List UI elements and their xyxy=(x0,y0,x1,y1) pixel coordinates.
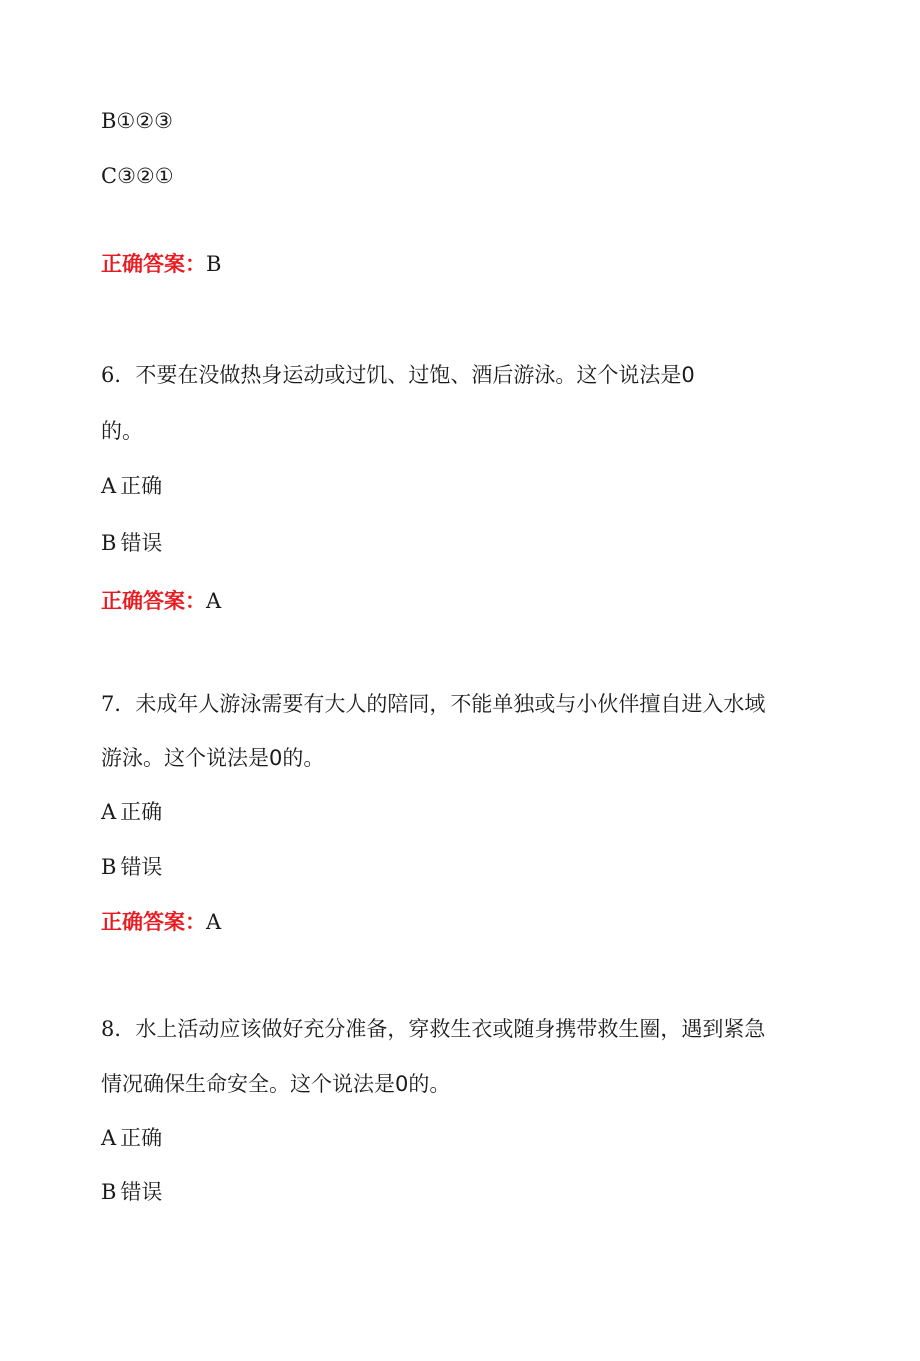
question-6-option-a xyxy=(101,471,162,501)
option-c-sequence xyxy=(101,161,174,191)
question-text: 水上活动应该做好充分准备，穿救生衣或随身携带救生圈，遇到紧急 xyxy=(135,1017,766,1041)
question-text: 情况确保生命安全。这个说法是0的。 xyxy=(101,1072,451,1096)
answer-label: 正确答案： xyxy=(101,910,206,934)
question-6-option-b xyxy=(101,528,162,558)
answer-value: A xyxy=(206,589,222,613)
option-text: 错误 xyxy=(120,531,163,555)
option-letter: A xyxy=(101,474,117,498)
question-number: 8． xyxy=(101,1017,136,1041)
question-7-line-2 xyxy=(101,743,324,773)
question-7-option-a xyxy=(101,797,162,827)
question-text: 未成年人游泳需要有大人的陪同，不能单独或与小伙伴擅自进入水域 xyxy=(135,692,766,716)
option-text: 正确 xyxy=(120,474,163,498)
option-text: 正确 xyxy=(120,800,163,824)
question-6-line-1 xyxy=(101,360,695,390)
answer-value: B xyxy=(206,252,222,276)
option-text: B①②③ xyxy=(101,109,173,133)
correct-answer xyxy=(101,249,221,279)
option-text: C③②① xyxy=(101,164,174,188)
answer-value: A xyxy=(206,910,222,934)
option-text: 错误 xyxy=(120,855,163,879)
question-8-line-1 xyxy=(101,1014,765,1044)
question-6-line-2 xyxy=(101,416,143,446)
question-7-correct-answer xyxy=(101,907,221,937)
option-text: 错误 xyxy=(120,1180,163,1204)
question-7-line-1 xyxy=(101,689,765,719)
question-number: 7． xyxy=(101,692,136,716)
question-7-option-b xyxy=(101,852,162,882)
question-8-option-a xyxy=(101,1123,162,1153)
question-text: 的。 xyxy=(101,419,143,443)
answer-label: 正确答案： xyxy=(101,252,206,276)
question-8-option-b xyxy=(101,1177,162,1207)
answer-label: 正确答案： xyxy=(101,589,206,613)
question-6-correct-answer xyxy=(101,586,221,616)
question-number: 6． xyxy=(101,363,136,387)
question-text: 不要在没做热身运动或过饥、过饱、酒后游泳。这个说法是0 xyxy=(135,363,695,387)
question-text: 游泳。这个说法是0的。 xyxy=(101,746,325,770)
option-letter: A xyxy=(101,800,117,824)
question-8-line-2 xyxy=(101,1069,450,1099)
option-text: 正确 xyxy=(120,1126,163,1150)
option-letter: B xyxy=(101,531,117,555)
option-b-sequence xyxy=(101,106,173,136)
option-letter: B xyxy=(101,1180,117,1204)
option-letter: A xyxy=(101,1126,117,1150)
option-letter: B xyxy=(101,855,117,879)
